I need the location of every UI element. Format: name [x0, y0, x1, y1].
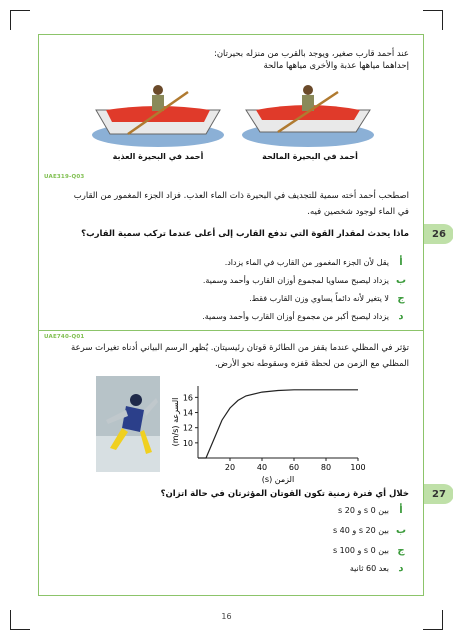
crop-mark	[10, 10, 11, 30]
q26-paragraph-line-1: اصطحب أحمد أخته سمية للتجديف في البحيرة ذات الماء العذب. فزاد الجزء المغمور من القارب	[73, 191, 409, 201]
q27-option-b[interactable]	[209, 524, 409, 537]
section-divider	[38, 330, 424, 331]
q26-option-b[interactable]	[59, 274, 409, 287]
option-letter: أ	[399, 257, 403, 268]
crop-mark	[442, 10, 443, 30]
velocity-time-chart	[168, 376, 368, 486]
caption-fresh-lake: أحمد في البحيرة العذبة	[112, 152, 204, 161]
option-letter: ج	[397, 293, 405, 304]
q26-question: ماذا يحدث لمقدار القوة التي تدفع القارب إلى أعلى عندما تركب سمية القارب؟	[81, 229, 409, 239]
caption-salt-lake: أحمد في البحيرة المالحة	[262, 152, 358, 161]
option-text: بين 0 s و 100 s	[332, 546, 389, 555]
q27-paragraph-line-2: المظلي مع الزمن من لحظة قفزه وسقوطه نحو الأرض.	[214, 359, 409, 369]
y-tick-label: 12	[182, 423, 193, 433]
crop-mark	[423, 629, 443, 630]
intro-line-2: إحداهما مياهها عذبة والأخرى مياهها مالحة	[263, 61, 409, 71]
option-letter: أ	[399, 505, 403, 516]
q27-question: خلال أي فترة زمنية تكون القوتان المؤثرتان في حالة اتزان؟	[160, 489, 409, 499]
option-text: يقل لأن الجزء المغمور من القارب في الماء يزداد.	[224, 258, 389, 267]
option-letter: ج	[397, 545, 405, 556]
crop-mark	[423, 10, 443, 11]
option-letter: د	[398, 311, 404, 322]
q26-paragraph-line-2: في الماء لوجود شخصين فيه.	[307, 207, 409, 217]
option-letter: د	[398, 563, 404, 574]
intro-line-1: عند أحمد قارب صغير، ويوجد بالقرب من منزله بحيرتان:	[213, 49, 409, 59]
option-text: يزداد ليصبح مساويا لمجموع أوزان القارب وأحمد وسمية.	[202, 276, 389, 285]
option-letter: ب	[395, 275, 407, 286]
x-tick-label: 60	[288, 463, 300, 472]
boat-freshwater-illustration	[88, 80, 228, 150]
q27-paragraph-line-1: تؤثر في المظلي عندما يقفز من الطائرة قوتان رئيسيتان. يُظهر الرسم البياني أدناه تغيرات سرعة	[71, 343, 409, 353]
series-line	[198, 390, 358, 458]
q26-number-badge: 26	[424, 224, 453, 244]
y-tick-label: 14	[182, 408, 193, 418]
y-tick-label: 16	[182, 393, 193, 403]
option-text: بين 20 s و 40 s	[332, 526, 389, 535]
option-text: لا يتغير لأنه دائماً يساوي وزن القارب فقط.	[249, 294, 389, 303]
skydiver-photo	[96, 376, 160, 472]
x-tick-label: 20	[224, 463, 236, 472]
q27-number-badge: 27	[424, 484, 453, 504]
q27-option-c[interactable]	[209, 544, 409, 557]
x-tick-label: 100	[350, 463, 366, 472]
page-number: 16	[221, 612, 232, 621]
question-code-tag: UAE740-Q01	[44, 334, 85, 340]
q27-option-d[interactable]	[209, 562, 409, 575]
option-text: بعد 60 ثانية	[349, 564, 389, 573]
x-axis-title: الزمن (s)	[261, 475, 295, 484]
crop-mark	[10, 10, 30, 11]
y-tick-label: 10	[182, 438, 193, 448]
q26-option-a[interactable]	[59, 256, 409, 269]
boat-saltwater-illustration	[238, 80, 378, 150]
x-tick-label: 80	[320, 463, 332, 472]
q27-option-a[interactable]	[209, 504, 409, 517]
y-axis-title: السرعة (m/s)	[171, 397, 180, 447]
option-text: بين 0 s و 20 s	[338, 506, 389, 515]
x-tick-label: 40	[256, 463, 268, 472]
question-code-tag: UAE319-Q03	[44, 174, 85, 180]
option-text: يزداد ليصبح أكبر من مجموع أوزان القارب وأحمد وسمية.	[202, 312, 389, 321]
q26-option-d[interactable]	[59, 310, 409, 323]
crop-mark	[10, 629, 30, 630]
option-letter: ب	[395, 525, 407, 536]
q26-option-c[interactable]	[59, 292, 409, 305]
